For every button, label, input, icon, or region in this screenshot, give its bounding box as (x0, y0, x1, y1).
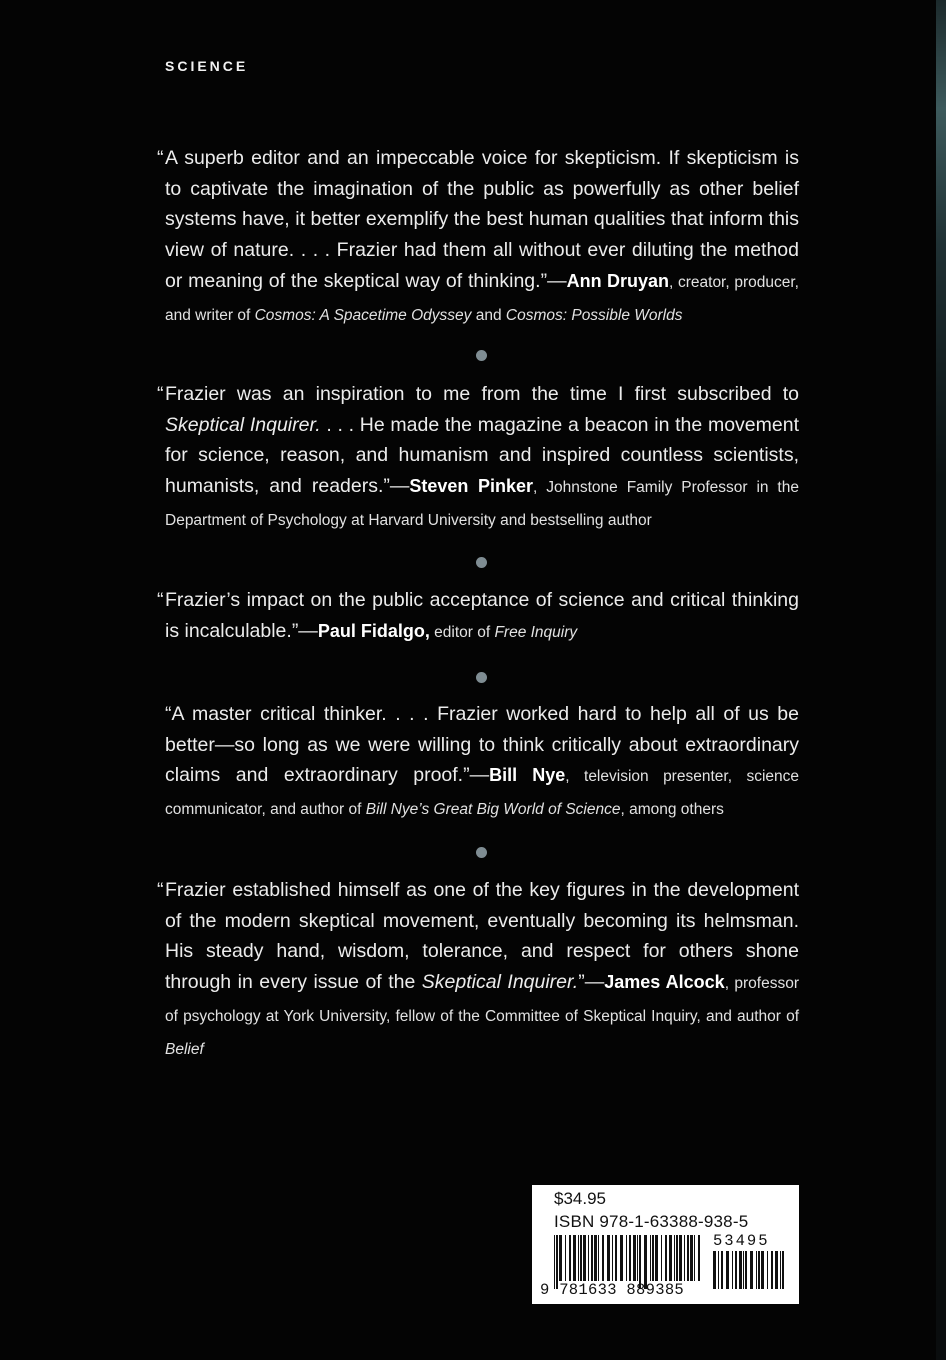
barcode-bar (698, 1235, 700, 1281)
quote-author: Ann Druyan (566, 270, 669, 291)
author-credentials: , television presenter, science communicator, and author of (165, 768, 799, 819)
barcode-bar (620, 1235, 623, 1281)
barcode-bar (661, 1235, 662, 1281)
barcode-bar (578, 1235, 579, 1281)
quote-text: A superb editor and an impeccable voice for skepticism. If skepticism is to captivate the imagination of the public as powerfully as other belief systems have, it better exemplify the best human qualities that inform this view of nature. . . . Frazier had them all without ever diluting the method or meaning of the skeptical way of thinking.”— (165, 147, 799, 292)
barcode-bar (607, 1235, 610, 1281)
barcode-bar (598, 1235, 599, 1281)
blurb-quote-fidalgo (157, 585, 799, 648)
barcode-bar (594, 1235, 597, 1281)
separator-dot (476, 847, 487, 858)
author-credentials: , creator, producer, and writer of (165, 273, 799, 324)
barcode-bar (652, 1235, 654, 1281)
cover-edge-strip (936, 0, 946, 1360)
author-credentials: , professor of psychology at York University, fellow of the Committee of Skeptical Inquiry, and author of (165, 975, 799, 1025)
barcode-bar (761, 1251, 764, 1289)
barcode-bar (569, 1235, 571, 1281)
price-label: $34.95 (554, 1189, 606, 1208)
work-title: Belief (165, 1040, 204, 1058)
separator-dot (476, 350, 487, 361)
barcode-bar (633, 1235, 636, 1281)
barcode-bar (629, 1235, 631, 1281)
barcode-bar (602, 1235, 604, 1281)
quote-author: Steven Pinker (409, 476, 534, 497)
barcode-bar (735, 1251, 737, 1289)
barcode-bar (743, 1251, 744, 1289)
quote-text: Frazier was an inspiration to me from the time I first subscribed to (165, 383, 799, 405)
author-credentials: and (471, 306, 506, 324)
barcode-bar (674, 1235, 675, 1281)
barcode-bar (591, 1235, 593, 1281)
blurb-quote-alcock (157, 875, 799, 1065)
barcode-bar (580, 1235, 582, 1281)
blurb-quote-pinker (157, 379, 799, 537)
barcode-bar (756, 1251, 757, 1289)
open-quote-mark: “ (157, 589, 164, 611)
barcode-bar (573, 1235, 576, 1281)
barcode-bar (583, 1235, 586, 1281)
barcode-bar (745, 1251, 747, 1289)
barcode-bar (694, 1235, 695, 1281)
open-quote-mark: “ (157, 147, 164, 169)
barcode-bar (559, 1235, 562, 1281)
isbn-label: ISBN 978-1-63388-938-5 (554, 1212, 749, 1231)
quote-text: . . . He made the magazine a beacon in the movement for science, reason, and humanism and inspired countless scientists, humanists, and readers.”— (165, 413, 799, 498)
barcode-bar (676, 1235, 678, 1281)
barcode-bar (612, 1235, 613, 1281)
separator-dot (476, 672, 487, 683)
work-title: Cosmos: A Spacetime Odyssey (254, 306, 472, 324)
work-title: Bill Nye’s Great Big World of Science (365, 801, 621, 819)
author-credentials: editor of (429, 623, 495, 641)
category-label: SCIENCE (165, 58, 249, 74)
work-title: Cosmos: Possible Worlds (505, 306, 683, 324)
barcode-bar (669, 1235, 672, 1281)
barcode-bar (726, 1251, 729, 1289)
blurb-quote-druyan (157, 143, 799, 331)
quote-author: Bill Nye (489, 765, 566, 786)
barcode-bar (780, 1251, 781, 1289)
quote-text: Frazier established himself as one of the key figures in the development of the modern skeptical movement, eventually becoming its helmsman. His steady hand, wisdom, tolerance, and respect for others shone through in every issue of the (165, 879, 799, 994)
quote-text: A master critical thinker. . . . Frazier worked hard to help all of us be better—so long as we were willing to think critically about extraordinary claims and extraordinary proof.”— (165, 703, 799, 787)
author-credentials: , among others (620, 801, 724, 819)
barcode-digits: 9 781633 889385 (540, 1281, 685, 1299)
barcode-bar (713, 1251, 716, 1289)
author-credentials: , Johnstone Family Professor in the Department of Psychology at Harvard University and bestselling author (165, 479, 799, 529)
barcode-bar (650, 1235, 651, 1281)
barcode-bar (775, 1251, 778, 1289)
barcode-bar (655, 1235, 658, 1281)
quote-author: James Alcock (604, 972, 725, 993)
open-quote-mark: “ (157, 383, 164, 405)
barcode-bar (687, 1235, 689, 1281)
barcode-bar (684, 1235, 685, 1281)
barcode-bar (565, 1235, 566, 1281)
barcode-bar (732, 1251, 733, 1289)
quote-text: Frazier’s impact on the public acceptance of science and critical thinking is incalculable.”— (165, 589, 799, 642)
barcode-bar (615, 1235, 617, 1281)
barcode-bar (665, 1235, 667, 1281)
quote-text: ”— (578, 971, 605, 994)
barcode-addon-digits: 53495 (713, 1232, 770, 1250)
barcode-bar (637, 1235, 638, 1281)
barcode-bar (679, 1235, 682, 1281)
barcode-bar (690, 1235, 693, 1281)
barcode-bar (750, 1251, 753, 1289)
barcode-bar (767, 1251, 768, 1289)
barcode-bar (626, 1235, 627, 1281)
barcode-bar (588, 1235, 589, 1281)
barcode-bar (782, 1251, 784, 1289)
isbn-barcode (532, 1185, 799, 1304)
barcode-bar (718, 1251, 719, 1289)
barcode-bar (721, 1251, 723, 1289)
work-title: Free Inquiry (494, 623, 578, 641)
separator-dot (476, 557, 487, 568)
open-quote-mark: “ (157, 879, 164, 901)
barcode-bar (739, 1251, 742, 1289)
open-quote-mark: “ (165, 703, 172, 725)
work-title: Skeptical Inquirer. (165, 413, 321, 436)
blurb-quote-nye (165, 699, 799, 826)
work-title: Skeptical Inquirer. (421, 971, 579, 994)
quote-author: Paul Fidalgo, (317, 620, 430, 641)
barcode-bar (771, 1251, 773, 1289)
barcode-bar (758, 1251, 760, 1289)
